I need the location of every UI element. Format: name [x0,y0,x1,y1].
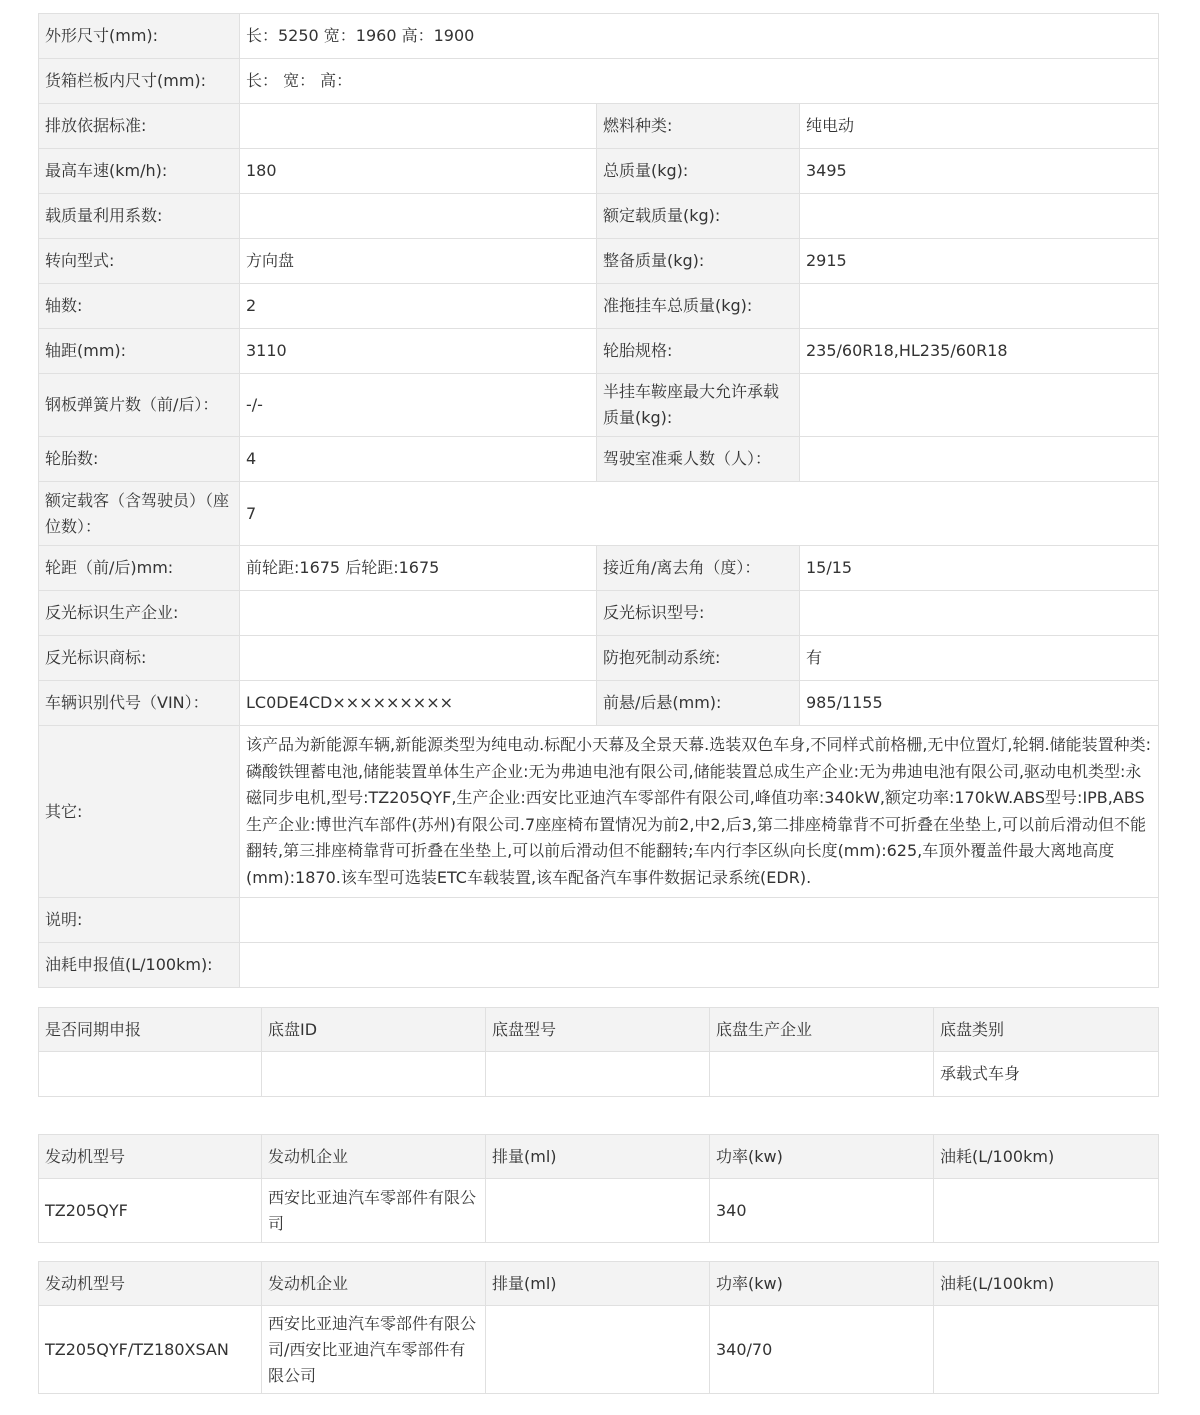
engine2-header-row [39,1262,1159,1306]
spec-row [39,239,1159,284]
engine2-cell: 340/70 [710,1306,934,1394]
spec-value [240,104,597,149]
engine-table-2 [38,1261,1159,1394]
engine2-header: 排量(ml) [486,1262,710,1306]
chassis-header: 底盘ID [262,1008,486,1052]
engine2-header: 油耗(L/100km) [934,1262,1159,1306]
chassis-header-row [39,1008,1159,1052]
engine2-cell: 西安比亚迪汽车零部件有限公司/西安比亚迪汽车零部件有限公司 [262,1306,486,1394]
engine2-cell [934,1306,1159,1394]
spec-label: 燃料种类: [597,104,800,149]
spec-row [39,591,1159,636]
engine1-header-row [39,1135,1159,1179]
engine1-header: 发动机企业 [262,1135,486,1179]
spec-label: 轮胎规格: [597,329,800,374]
fuel-value [240,943,1159,988]
spec-value [240,194,597,239]
chassis-header: 底盘型号 [486,1008,710,1052]
engine1-header: 排量(ml) [486,1135,710,1179]
dims-value: 长：5250 宽：1960 高：1900 [240,14,1159,59]
chassis-cell [486,1052,710,1097]
spec-row [39,374,1159,437]
chassis-header: 是否同期申报 [39,1008,262,1052]
spec-row [39,149,1159,194]
spec-value: 有 [800,636,1159,681]
engine2-cell [486,1306,710,1394]
seats-value: 7 [240,482,1159,546]
engine2-cell: TZ205QYF/TZ180XSAN [39,1306,262,1394]
spec-label: 前悬/后悬(mm): [597,681,800,726]
spec-value: LC0DE4CD××××××××× [240,681,597,726]
engine2-header: 发动机型号 [39,1262,262,1306]
spec-label: 总质量(kg): [597,149,800,194]
spec-label: 轮距（前/后)mm: [39,546,240,591]
spec-label: 轴数: [39,284,240,329]
engine-table-1 [38,1134,1159,1243]
spec-row [39,194,1159,239]
spec-label: 防抱死制动系统: [597,636,800,681]
spec-row [39,284,1159,329]
spec-label: 轴距(mm): [39,329,240,374]
spec-label: 半挂车鞍座最大允许承载质量(kg): [597,374,800,437]
spec-row-other [39,726,1159,898]
other-notes: 该产品为新能源车辆,新能源类型为纯电动.标配小天幕及全景天幕.选装双色车身,不同样式前格栅,无中位置灯,轮辋.储能装置种类:磷酸铁锂蓄电池,储能装置单体生产企业:无为弗迪电池有限公司,储能装置总成生产企业:无为弗迪电池有限公司,驱动电机类型:永磁同步电机,型号:TZ205QYF,生产企业:西安比亚迪汽车零部件有限公司,峰值功率:340kW,额定功率:170kW.ABS型号:IPB,ABS生产企业:博世汽车部件(苏州)有限公司.7座座椅布置情况为前2,中2,后3,第二排座椅靠背不可折叠在坐垫上,可以前后滑动但不能翻转,第三排座椅靠背可折叠在坐垫上,可以前后滑动但不能翻转;车内行李区纵向长度(mm):625,车顶外覆盖件最大离地高度(mm):1870.该车型可选装ETC车载装置,该车配备汽车事件数据记录系统(EDR). [240,726,1159,898]
spec-label: 钢板弹簧片数（前/后）： [39,374,240,437]
engine1-header: 功率(kw) [710,1135,934,1179]
chassis-cell: 承载式车身 [934,1052,1159,1097]
engine1-cell [486,1179,710,1243]
chassis-data-row [39,1052,1159,1097]
spec-value [240,591,597,636]
spec-value: -/- [240,374,597,437]
spec-value: 3495 [800,149,1159,194]
spec-value [800,194,1159,239]
engine2-header: 功率(kw) [710,1262,934,1306]
spec-value: 前轮距:1675 后轮距:1675 [240,546,597,591]
spec-value [800,437,1159,482]
spec-row [39,104,1159,149]
spec-label: 准拖挂车总质量(kg): [597,284,800,329]
spec-label: 车辆识别代号（VIN）： [39,681,240,726]
note-value [240,898,1159,943]
spec-label: 反光标识商标: [39,636,240,681]
chassis-cell [39,1052,262,1097]
chassis-table [38,1007,1159,1097]
spec-row-cargo [39,59,1159,104]
spec-row [39,437,1159,482]
spec-value [800,591,1159,636]
spec-value: 180 [240,149,597,194]
engine1-cell [934,1179,1159,1243]
spec-row [39,329,1159,374]
spec-value: 3110 [240,329,597,374]
spec-row-fuel [39,943,1159,988]
spec-label: 接近角/离去角（度）： [597,546,800,591]
chassis-header: 底盘类别 [934,1008,1159,1052]
spec-value: 985/1155 [800,681,1159,726]
spec-label: 转向型式: [39,239,240,284]
spec-value: 纯电动 [800,104,1159,149]
engine1-cell: TZ205QYF [39,1179,262,1243]
fuel-label: 油耗申报值(L/100km): [39,943,240,988]
spec-value: 方向盘 [240,239,597,284]
spec-value: 15/15 [800,546,1159,591]
spec-value [240,636,597,681]
spec-value: 235/60R18,HL235/60R18 [800,329,1159,374]
vehicle-spec-table [38,13,1159,988]
spec-row-dims [39,14,1159,59]
cargo-label: 货箱栏板内尺寸(mm): [39,59,240,104]
spec-label: 整备质量(kg): [597,239,800,284]
chassis-cell [262,1052,486,1097]
engine1-header: 发动机型号 [39,1135,262,1179]
spec-value [800,284,1159,329]
spec-label: 驾驶室准乘人数（人）： [597,437,800,482]
spec-row-note [39,898,1159,943]
spec-value: 2915 [800,239,1159,284]
spec-row [39,546,1159,591]
spec-row [39,681,1159,726]
spec-label: 最高车速(km/h): [39,149,240,194]
spec-row [39,636,1159,681]
spec-value [800,374,1159,437]
spec-label: 反光标识型号: [597,591,800,636]
engine1-data-row [39,1179,1159,1243]
engine2-data-row [39,1306,1159,1394]
dims-label: 外形尺寸(mm): [39,14,240,59]
chassis-cell [710,1052,934,1097]
engine1-cell: 340 [710,1179,934,1243]
spec-row-seats [39,482,1159,546]
engine1-header: 油耗(L/100km) [934,1135,1159,1179]
other-label: 其它: [39,726,240,898]
spec-label: 载质量利用系数: [39,194,240,239]
spec-label: 反光标识生产企业: [39,591,240,636]
spec-label: 额定载质量(kg): [597,194,800,239]
chassis-header: 底盘生产企业 [710,1008,934,1052]
engine1-cell: 西安比亚迪汽车零部件有限公司 [262,1179,486,1243]
spec-label: 轮胎数: [39,437,240,482]
engine2-header: 发动机企业 [262,1262,486,1306]
spec-value: 4 [240,437,597,482]
cargo-value: 长： 宽： 高： [240,59,1159,104]
note-label: 说明: [39,898,240,943]
seats-label: 额定载客（含驾驶员）（座位数）： [39,482,240,546]
spec-value: 2 [240,284,597,329]
spec-label: 排放依据标准: [39,104,240,149]
